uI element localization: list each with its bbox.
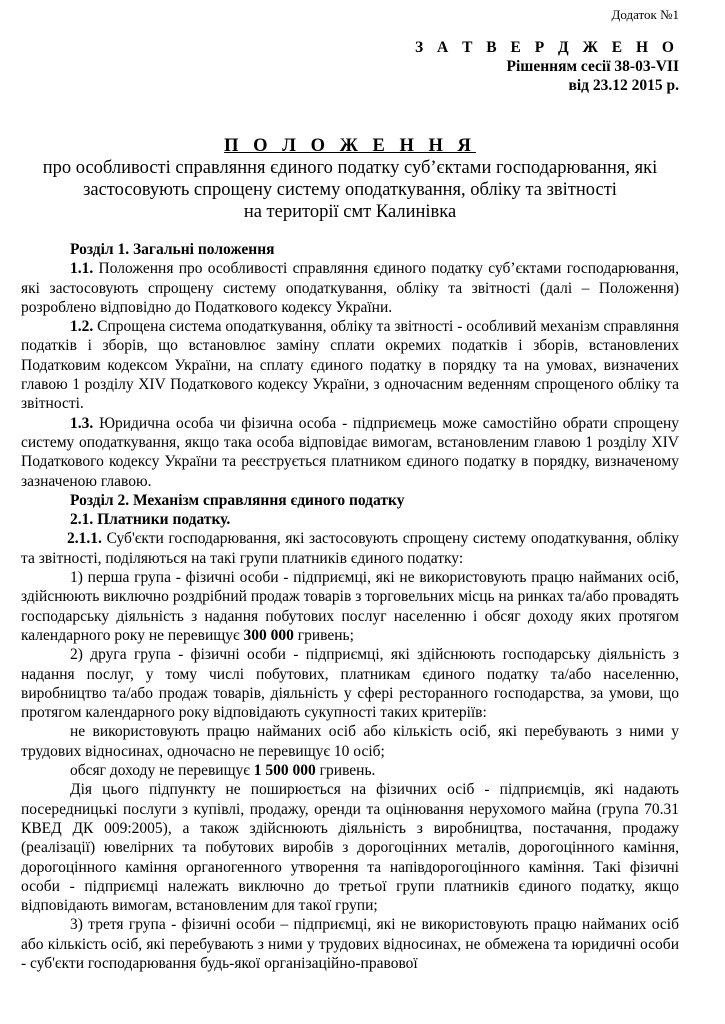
paragraph-text: обсяг доходу не перевищує xyxy=(70,762,250,780)
paragraph-number: 1.3. xyxy=(70,414,94,432)
title-line-2: застосовують спрощену систему оподаткування, обліку та звітності xyxy=(83,180,617,200)
group-2-paragraph: 2) друга група - фізичні особи - підприємці, які здійснюють господарську діяльність з надання послуг, у тому числі побутових, платникам єдиного податку та/або населенню, виробництво та/або продаж товарів, діяльність у сфері ресторанного господарства, за умови, що протягом календарного року відповідають сукупності таких критеріїв: xyxy=(21,646,679,722)
subsection-2-1-heading: 2.1. Платники податку. xyxy=(70,511,231,529)
paragraph-text: Спрощена система оподаткування, обліку та звітності - особливий механізм справляння податків і зборів, що встановлює заміну сплати окремих податків і зборів, встановлених Податковим кодексом України, на сплату єдиного податку в порядку та на умовах, визначених главою 1 розділу XIV Податкового кодексу України, з одночасним веденням спрощеного обліку та звітності. xyxy=(21,318,680,413)
document-title xyxy=(21,135,679,223)
approval-block xyxy=(415,38,679,95)
annex-label: Додаток №1 xyxy=(611,7,679,22)
paragraph-text-end: гривень; xyxy=(297,626,354,644)
document-body xyxy=(21,240,679,973)
paragraph-text: Юридична особа чи фізична особа - підприємець може самостійно обрати спрощену систему оподаткування, якщо така особа відповідає вимогам, встановленим главою 1 розділу XIV Податкового кодексу України та реєструється платником єдиного податку в порядку, визначеному зазначеною главою. xyxy=(21,414,680,490)
title-heading: П О Л О Ж Е Н Н Я xyxy=(224,136,476,156)
income-limit-amount: 1 500 000 xyxy=(253,762,316,780)
paragraph-number: 1.2. xyxy=(70,318,94,336)
section-2-heading: Розділ 2. Механізм справляння єдиного податку xyxy=(70,491,405,509)
title-line-1: про особливості справляння єдиного податку суб’єктами господарювання, які xyxy=(42,158,658,178)
approval-decision: Рішенням сесії 38-03-VII xyxy=(506,58,679,75)
group-2-criterion-2 xyxy=(21,761,679,780)
paragraph-number: 2.1.1. xyxy=(67,530,102,548)
paragraph-number: 1.1. xyxy=(70,260,94,278)
group-2-criterion-1: не використовують працю найманих осіб або кількість осіб, які перебувають з ними у трудових відносинах, одночасно не перевищує 10 осіб; xyxy=(21,723,679,760)
group-2-note: Дія цього підпункту не поширюється на фізичних осіб - підприємців, які надають посередницькі послуги з купівлі, продажу, оренди та оцінювання нерухомого майна (група 70.31 КВЕД ДК 009:2005), а також здійснюють діяльність з виробництва, постачання, продажу (реалізації) ювелірних та побутових виробів з дорогоцінних металів, дорогоцінного каміння, дорогоцінного каміння органогенного утворення та напівдорогоцінного каміння. Такі фізичні особи - підприємці належать виключно до третьої групи платників єдиного податку, якщо відповідають вимогам, встановленим для такої групи; xyxy=(21,781,679,915)
section-1-heading: Розділ 1. Загальні положення xyxy=(70,241,275,258)
paragraph-1-2 xyxy=(21,317,679,413)
paragraph-text-end: гривень. xyxy=(319,762,376,780)
income-limit-amount: 300 000 xyxy=(243,626,294,644)
approval-word: З А Т В Е Р Д Ж Е Н О xyxy=(414,39,679,56)
paragraph-text: 1) перша група - фізичні особи - підприємці, які не використовують працю найманих осіб, здійснюють виключно роздрібний продаж товарів з торговельних місць на ринках та/або провадять господарську діяльність з надання побутових послуг населенню і обсяг доходу яких протягом календарного року не перевищує xyxy=(21,569,679,644)
group-1-paragraph xyxy=(21,568,679,645)
paragraph-1-3 xyxy=(21,414,679,491)
title-line-3: на території смт Калинівка xyxy=(243,202,457,222)
group-3-paragraph: 3) третя група - фізичні особи – підприємці, які не використовують працю найманих осіб або кількість осіб, які перебувають з ними у трудових відносинах, не обмежена та юридичні особи - суб'єкти господарювання будь-якої організаційно-правової xyxy=(21,916,679,972)
paragraph-1-1 xyxy=(21,259,679,317)
approval-date: від 23.12 2015 р. xyxy=(568,77,679,94)
paragraph-2-1-1 xyxy=(21,529,679,568)
paragraph-text: Положення про особливості справляння єдиного податку суб’єктами господарювання, які застосовують спрощену систему оподаткування, обліку та звітності (далі – Положення) розроблено відповідно до Податкового кодексу України. xyxy=(21,260,679,316)
paragraph-text: Суб'єкти господарювання, які застосовують спрощену систему оподаткування, обліку та звітності, поділяються на такі групи платників єдиного податку: xyxy=(21,530,680,567)
